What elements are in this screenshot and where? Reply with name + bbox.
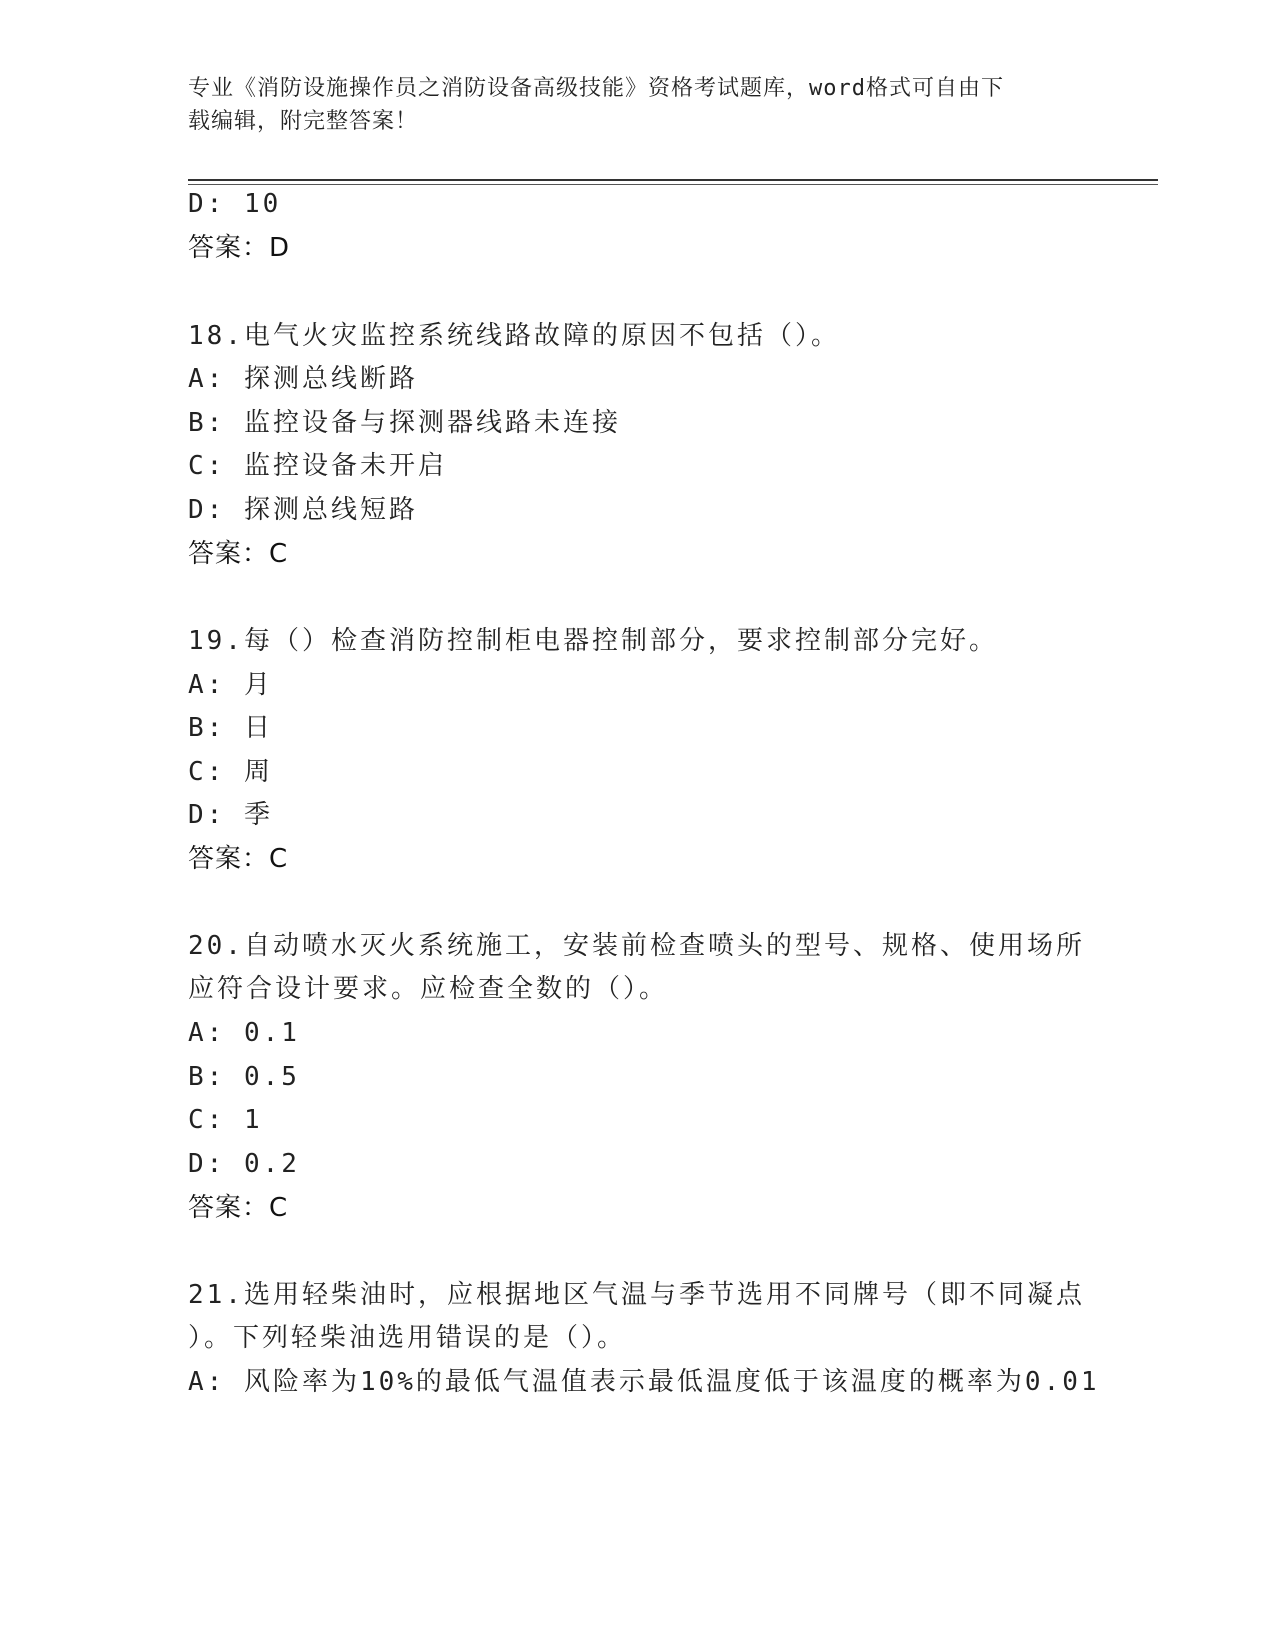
question-21-option-a: A: 风险率为10%的最低气温值表示最低温度低于该温度的概率为0.01	[188, 1367, 1100, 1397]
header-rule-thin	[188, 184, 1158, 185]
question-18-option-b: B: 监控设备与探测器线路未连接	[188, 408, 621, 438]
header-line-2: 载编辑，附完整答案！	[188, 109, 419, 134]
header-line-1: 专业《消防设施操作员之消防设备高级技能》资格考试题库，word格式可自由下	[188, 76, 1004, 101]
question-20-option-d: D: 0.2	[188, 1149, 300, 1179]
prev-answer: 答案：D	[188, 233, 291, 263]
question-18-option-d: D: 探测总线短路	[188, 495, 418, 525]
prev-option-d: D: 10	[188, 189, 282, 219]
question-21-stem-line-2: ）。下列轻柴油选用错误的是（）。	[188, 1323, 627, 1353]
question-20-answer: 答案：C	[188, 1193, 289, 1223]
question-19-option-c: C: 周	[188, 757, 273, 787]
question-18-option-c: C: 监控设备未开启	[188, 451, 447, 481]
question-20-stem-line-1: 20.自动喷水灭火系统施工，安装前检查喷头的型号、规格、使用场所	[188, 931, 1085, 961]
header-rule-thick	[188, 179, 1158, 181]
question-20-option-a: A: 0.1	[188, 1018, 300, 1048]
question-21-stem-line-1: 21.选用轻柴油时，应根据地区气温与季节选用不同牌号（即不同凝点	[188, 1280, 1085, 1310]
question-19-option-d: D: 季	[188, 800, 273, 830]
question-18-option-a: A: 探测总线断路	[188, 364, 418, 394]
question-20-option-c: C: 1	[188, 1105, 263, 1135]
question-19-answer: 答案：C	[188, 844, 289, 874]
question-19-option-a: A: 月	[188, 670, 273, 700]
question-18-stem: 18.电气火灾监控系统线路故障的原因不包括（）。	[188, 321, 840, 351]
question-19-stem: 19.每（）检查消防控制柜电器控制部分，要求控制部分完好。	[188, 626, 998, 656]
document-header	[188, 72, 1088, 138]
question-19-option-b: B: 日	[188, 713, 273, 743]
question-20-stem-line-2: 应符合设计要求。应检查全数的（）。	[188, 974, 669, 1004]
question-18-answer: 答案：C	[188, 539, 289, 569]
question-20-option-b: B: 0.5	[188, 1062, 300, 1092]
